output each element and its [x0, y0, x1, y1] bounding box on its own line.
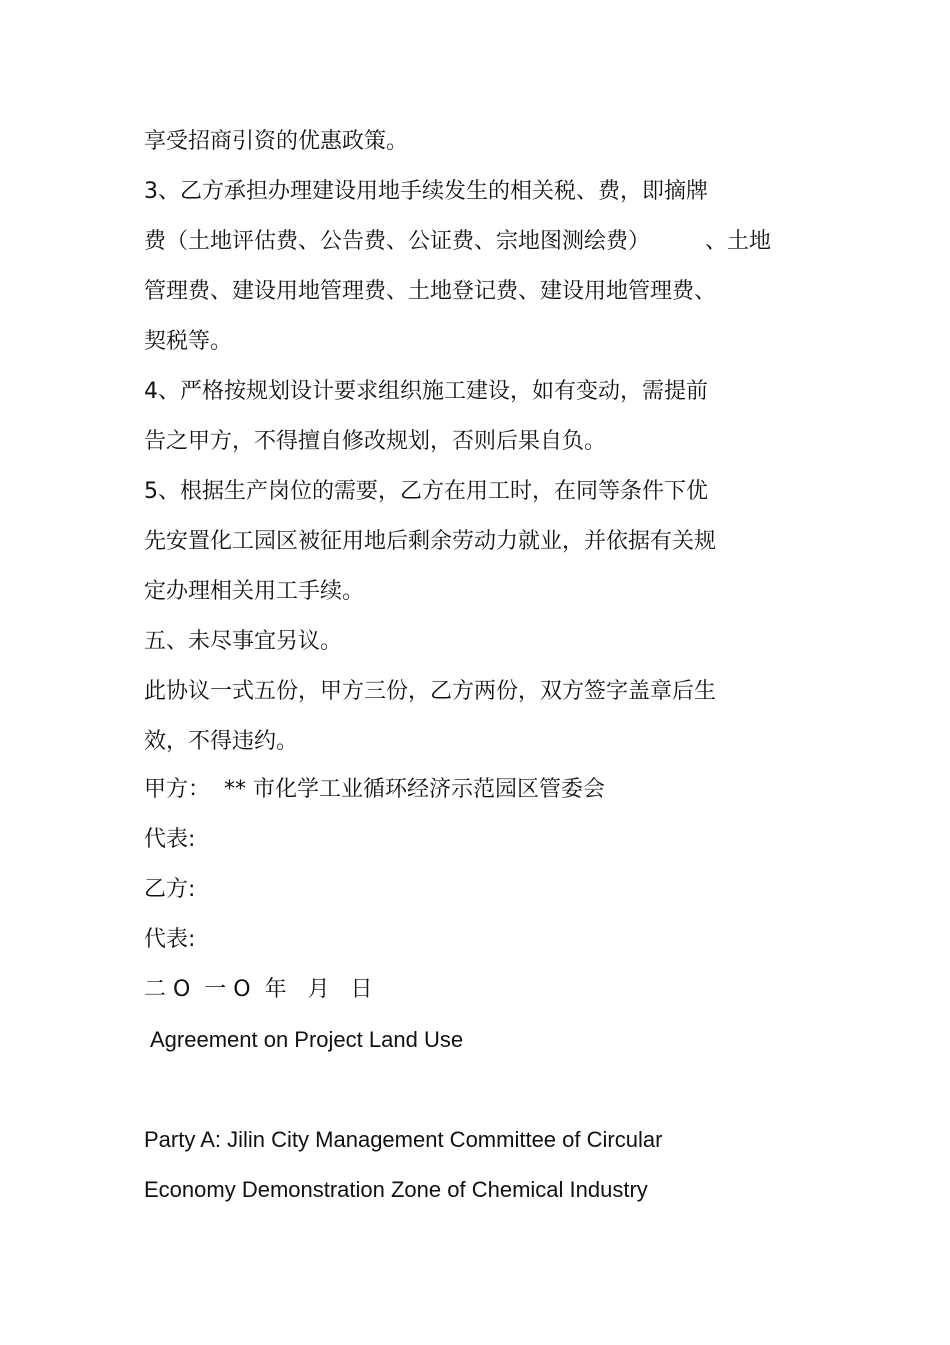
- english-text-line: Party A: Jilin City Management Committee of Circular: [144, 1127, 663, 1152]
- text-line: 费（土地评估费、公告费、公证费、宗地图测绘费） 、土地: [144, 229, 772, 254]
- text-line: 五、未尽事宜另议。: [144, 629, 343, 654]
- representative-line: 代表:: [144, 827, 196, 852]
- text-line: 定办理相关用工手续。: [144, 579, 365, 604]
- party-a-line: 甲方： ** 市化学工业循环经济示范园区管委会: [144, 777, 605, 802]
- text-line: 告之甲方，不得擅自修改规划，否则后果自负。: [144, 429, 607, 454]
- text-line: 管理费、建设用地管理费、土地登记费、建设用地管理费、: [144, 279, 717, 304]
- text-line: 3、乙方承担办理建设用地手续发生的相关税、费，即摘牌: [144, 179, 708, 204]
- date-line: 二 O 一 O 年 月 日: [144, 977, 373, 1002]
- text-line: 此协议一式五份，甲方三份，乙方两份，双方签字盖章后生: [144, 679, 717, 704]
- english-title: Agreement on Project Land Use: [150, 1027, 464, 1052]
- text-line: 契税等。: [144, 329, 233, 354]
- text-line: 4、严格按规划设计要求组织施工建设，如有变动，需提前: [144, 379, 708, 404]
- party-b-line: 乙方:: [144, 877, 196, 902]
- text-line: 先安置化工园区被征用地后剩余劳动力就业，并依据有关规: [144, 529, 717, 554]
- text-line: 享受招商引资的优惠政策。: [144, 129, 409, 154]
- text-line: 效，不得违约。: [144, 729, 299, 754]
- representative-line: 代表:: [144, 927, 196, 952]
- english-text-line: Economy Demonstration Zone of Chemical Industry: [144, 1177, 648, 1202]
- text-line: 5、根据生产岗位的需要，乙方在用工时，在同等条件下优: [144, 479, 708, 504]
